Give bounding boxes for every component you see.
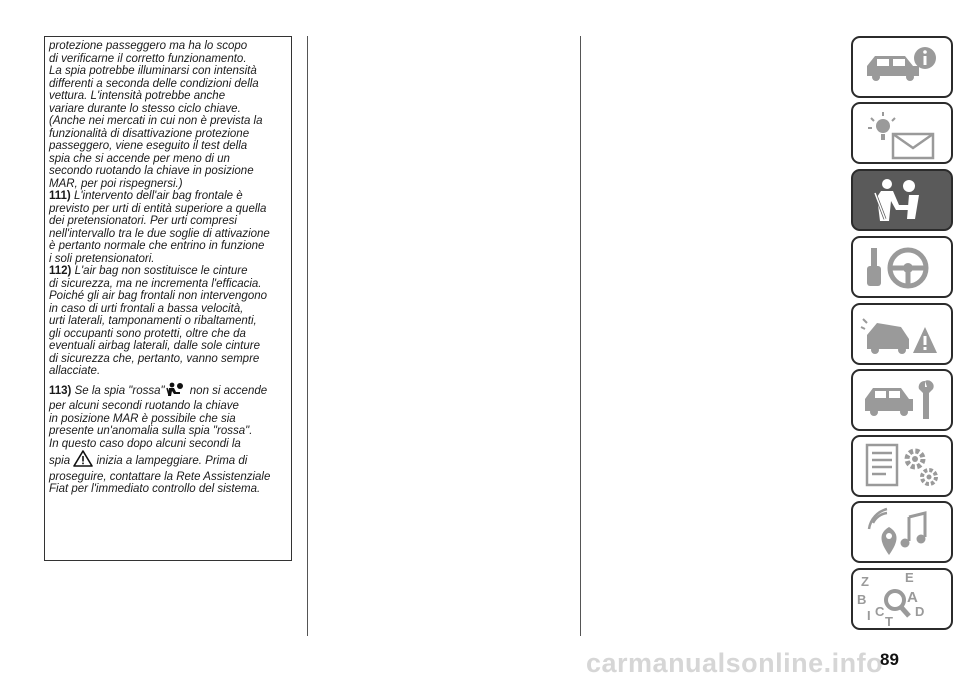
- index-letter-z: Z: [861, 574, 869, 589]
- car-maintenance-icon: [853, 371, 951, 429]
- index-letter-e: E: [905, 570, 914, 585]
- note-number-113: 113): [49, 384, 72, 397]
- column-divider-1: [307, 36, 308, 636]
- note-paragraph-1: protezione passeggero ma ha lo scopo di verificarne il corretto funzionamento. La spia potrebbe illuminarsi con intensità differenti a seconda delle condizioni della vettura. L'intensità potrebbe anche variare durante lo stesso ciclo chiave. (Anche nei mercati in cui non è prevista la funzionalità di disattivazione protezione passeggero, viene eseguito il test della spia che si accende per meno di un secondo ruotando la chiave in posizione MAR, per poi rispegnersi.): [49, 40, 263, 190]
- technical-data-icon: [853, 437, 951, 495]
- tab-maintenance[interactable]: [851, 369, 953, 431]
- alphabetical-index-icon: [853, 570, 951, 628]
- note-paragraph-111: 111) L'intervento dell'air bag frontale è previsto per urti di entità superiore a quella dei pretensionatori. Per urti compresi nell'intervallo tra le due soglie di attivazione è pertanto normale che entrino in funzione i soli pretensionatori.: [49, 190, 270, 265]
- tab-car-info[interactable]: [851, 36, 953, 98]
- index-letter-i: I: [867, 608, 871, 623]
- index-letter-t: T: [885, 614, 893, 628]
- multimedia-icon: [853, 503, 951, 561]
- index-letter-c: C: [875, 604, 885, 619]
- car-crash-emergency-icon: [853, 305, 951, 363]
- car-info-icon: [853, 38, 951, 96]
- tab-emergency[interactable]: [851, 303, 953, 365]
- column-divider-2: [580, 36, 581, 636]
- tab-multimedia[interactable]: [851, 501, 953, 563]
- tab-airbag-safety[interactable]: [851, 169, 953, 231]
- warning-triangle-icon: [73, 450, 93, 471]
- index-letter-b: B: [857, 592, 867, 607]
- notes-box: [44, 36, 292, 561]
- key-steering-icon: [853, 238, 951, 296]
- tab-alphabetical-index[interactable]: [851, 568, 953, 630]
- airbag-safety-icon: [853, 171, 951, 229]
- warning-lights-icon: [853, 104, 951, 162]
- page-number: 89: [880, 650, 899, 669]
- tab-key-steering[interactable]: [851, 236, 953, 298]
- watermark: carmanualsonline.info: [586, 648, 884, 678]
- index-letter-d: D: [915, 604, 925, 619]
- note-number-112: 112): [49, 265, 72, 277]
- note-number-111: 111): [49, 190, 71, 202]
- index-letter-a: A: [907, 589, 918, 606]
- tab-warning-lights[interactable]: [851, 102, 953, 164]
- airbag-warning-light-icon: [165, 382, 187, 401]
- note-paragraph-112: 112) L'air bag non sostituisce le cinture di sicurezza, ma ne incrementa l'efficacia. Poiché gli air bag frontali non intervengono in caso di urti frontali a bassa velocità, urti laterali, tamponamenti o ribaltamenti, gli occupanti sono protetti, oltre che da eventuali airbag laterali, dalle sole cinture di sicurezza che, pertanto, vanno sempre allacciate.: [49, 265, 268, 377]
- tab-technical-data[interactable]: [851, 435, 953, 497]
- note-paragraph-113: 113) Se la spia "rossa" non si accende per alcuni secondi ruotando la chiave in posizione MAR è possibile che sia presente un'anomalia sulla spia "rossa". In questo caso dopo alcuni secondi la spia inizia a lampeggiare. Prima di proseguire, contattare la Rete Assistenziale Fiat per l'immediato controllo del sistema.: [49, 382, 287, 496]
